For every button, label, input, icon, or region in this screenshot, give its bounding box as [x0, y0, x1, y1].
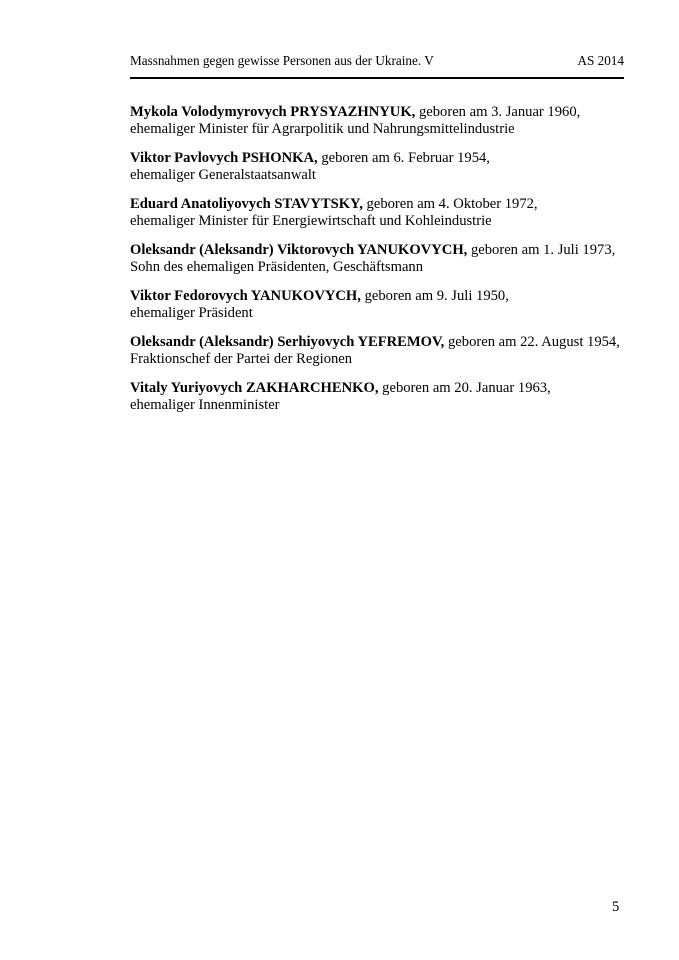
person-name: Oleksandr (Aleksandr) Serhiyovych YEFREMOV,	[130, 334, 445, 350]
person-birth: geboren am 6. Februar 1954,	[317, 150, 490, 166]
person-birth: geboren am 22. August 1954,	[444, 334, 620, 350]
person-entry-first-line	[130, 242, 630, 259]
person-entry-first-line	[130, 334, 630, 351]
person-list	[130, 104, 630, 426]
person-entry	[130, 150, 630, 184]
person-entry-first-line	[130, 104, 630, 121]
person-name: Viktor Pavlovych PSHONKA,	[130, 150, 318, 166]
person-birth: geboren am 20. Januar 1963,	[378, 380, 551, 396]
person-role: Sohn des ehemaligen Präsidenten, Geschäftsmann	[130, 259, 424, 275]
person-role: ehemaliger Präsident	[130, 305, 253, 321]
person-name: Viktor Fedorovych YANUKOVYCH,	[130, 288, 361, 304]
person-birth: geboren am 1. Juli 1973,	[467, 242, 616, 258]
person-role: ehemaliger Generalstaatsanwalt	[130, 167, 316, 183]
person-name: Mykola Volodymyrovych PRYSYAZHNYUK,	[130, 104, 416, 120]
person-entry-first-line	[130, 196, 630, 213]
person-entry	[130, 104, 630, 138]
person-birth: geboren am 4. Oktober 1972,	[362, 196, 538, 212]
person-name: Vitaly Yuriyovych ZAKHARCHENKO,	[130, 380, 379, 396]
header-title: Massnahmen gegen gewisse Personen aus der Ukraine. V	[130, 53, 434, 68]
person-birth: geboren am 9. Juli 1950,	[360, 288, 509, 304]
person-entry	[130, 242, 630, 276]
person-entry	[130, 334, 630, 368]
page-number: 5	[612, 899, 620, 915]
person-role: ehemaliger Minister für Agrarpolitik und Nahrungsmittelindustrie	[130, 121, 515, 137]
person-entry	[130, 288, 630, 322]
person-role: ehemaliger Minister für Energiewirtschaft und Kohleindustrie	[130, 213, 492, 229]
person-entry-first-line	[130, 380, 630, 397]
person-name: Eduard Anatoliyovych STAVYTSKY,	[130, 196, 363, 212]
person-name: Oleksandr (Aleksandr) Viktorovych YANUKOVYCH,	[130, 242, 468, 258]
person-role: ehemaliger Innenminister	[130, 397, 280, 413]
page-header	[130, 53, 624, 79]
person-role: Fraktionschef der Partei der Regionen	[130, 351, 353, 367]
person-entry-first-line	[130, 150, 630, 167]
person-birth: geboren am 3. Januar 1960,	[415, 104, 581, 120]
header-reference: AS 2014	[577, 53, 624, 68]
person-entry-first-line	[130, 288, 630, 305]
person-entry	[130, 380, 630, 414]
person-entry	[130, 196, 630, 230]
